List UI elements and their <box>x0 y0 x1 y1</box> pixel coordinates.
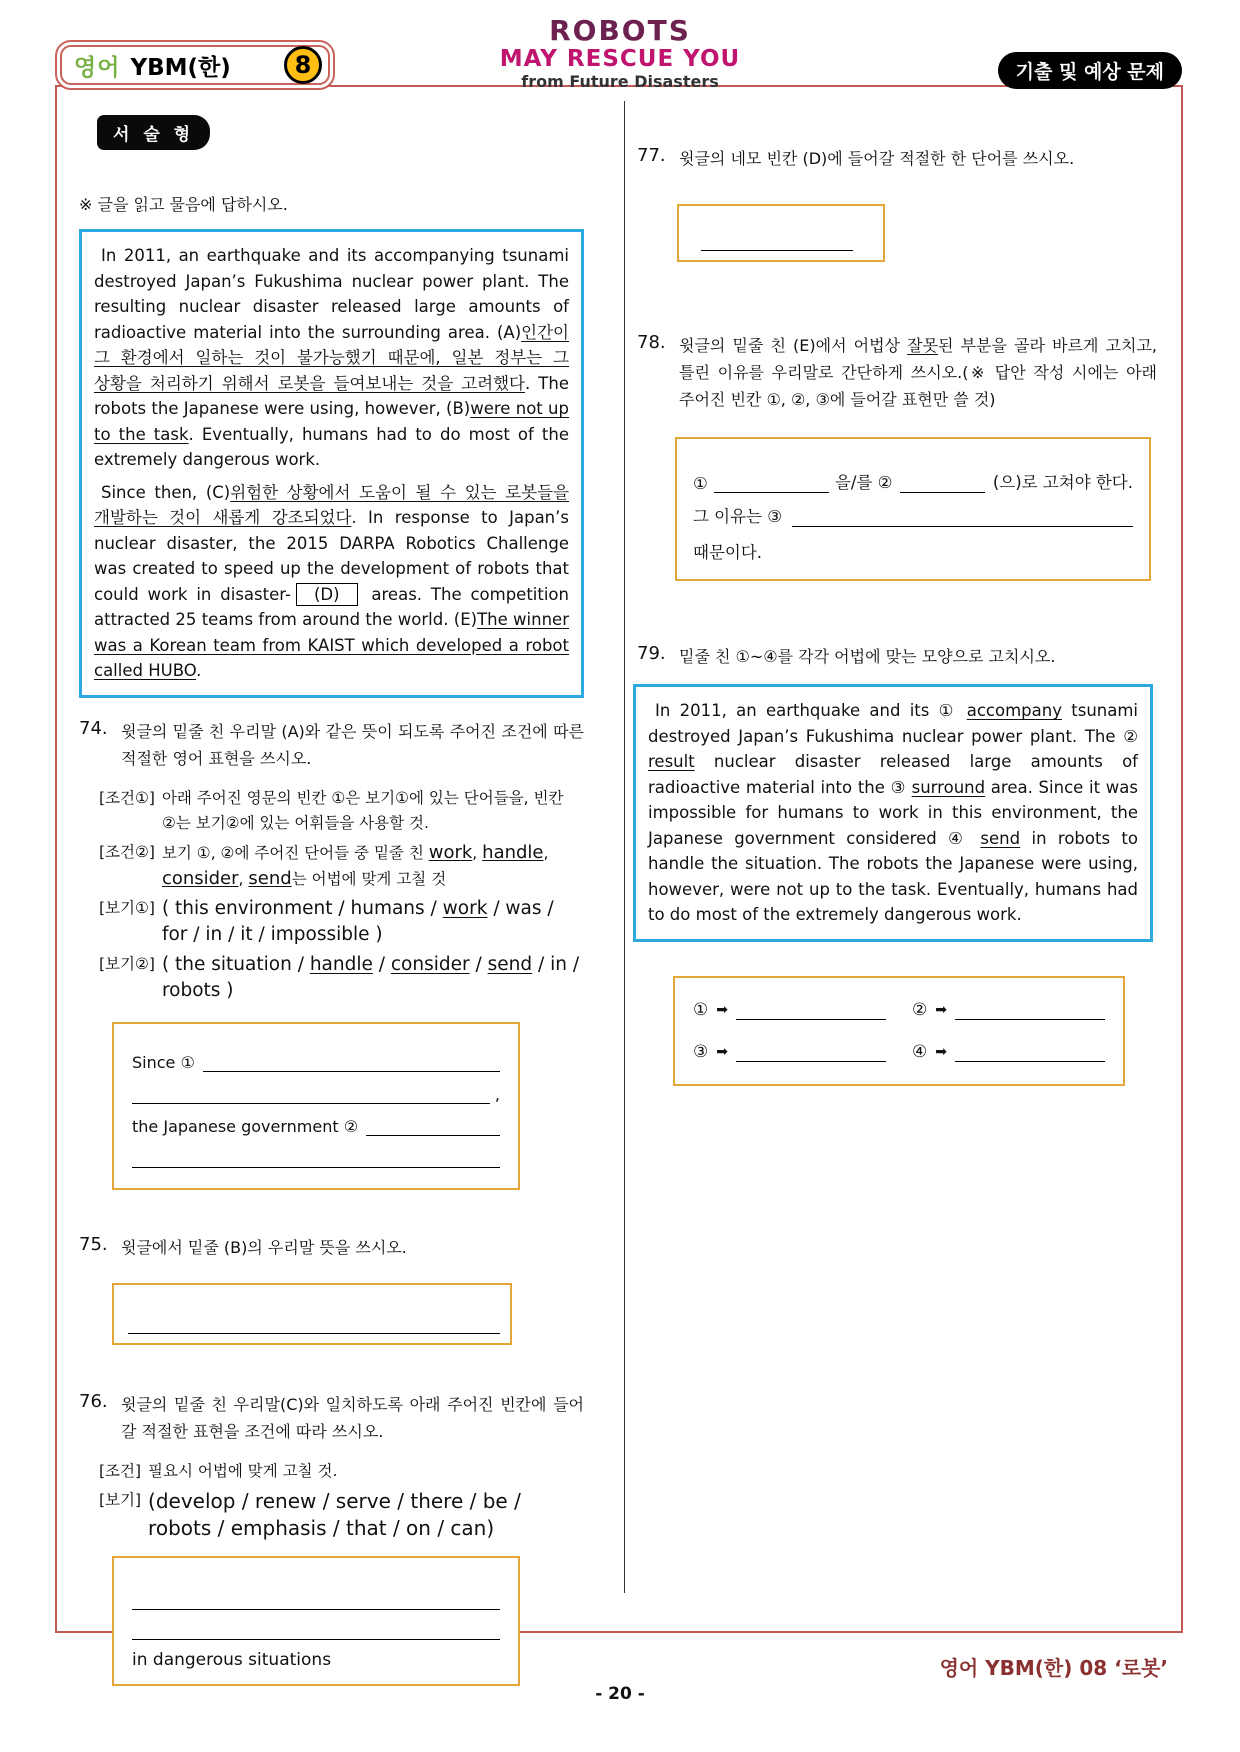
word-bank <box>99 1488 584 1542</box>
blank-D-box: (D) <box>296 583 358 606</box>
answer-blank <box>132 1167 500 1168</box>
passage-text: Since then, (C) <box>101 482 231 502</box>
section-badge: 서 술 형 <box>97 115 210 150</box>
answer-line <box>912 1000 1105 1020</box>
question-74 <box>79 718 584 772</box>
answer-blank <box>955 1019 1105 1020</box>
answer-prompt: ① <box>693 474 708 493</box>
answer-blank <box>736 1019 886 1020</box>
footer-source-label: 영어 YBM(한) 08 ‘로봇’ <box>939 1656 1168 1680</box>
arrow-icon: ➡ <box>935 1043 947 1060</box>
question-79-passage-box <box>633 684 1153 942</box>
word-bank-2-text <box>162 952 584 1004</box>
question-77 <box>637 145 1157 172</box>
passage-text: . In response to Japan’s nuclear disaster, the 2015 DARPA Robotics Challenge was created to speed up the development of robots that could work in disaster- <box>94 508 569 604</box>
answer-line <box>132 1072 500 1104</box>
answer-prompt: ③ <box>693 1041 709 1062</box>
underlined-word-1: accompany <box>966 701 1062 720</box>
passage-text: tsunami destroyed Japan’s Fukushima nuclear power plant. The ② <box>648 701 1138 746</box>
keyword-consider: consider <box>161 867 239 889</box>
underlined-korean-A: 인간이 그 환경에서 일하는 것이 불가능했기 때문에, 일본 정부는 그 상황을 처리하기 위해서 로봇을 들여보내는 것을 고려했다 <box>94 322 569 393</box>
condition-1-text: 아래 주어진 영문의 빈칸 ①은 보기①에 있는 단어들을, 빈칸 ②는 보기②에 있는 어휘들을 사용할 것. <box>161 788 564 832</box>
arrow-icon: ➡ <box>716 1001 728 1018</box>
keyword-work: work <box>442 897 488 919</box>
keyword-send: send <box>248 867 292 889</box>
word-bank-text: / was / for / in / it / impossible ) <box>161 897 554 945</box>
passage-text: In 2011, an earthquake and its accompanying tsunami destroyed Japan’s Fukushima nuclear power plant. The resulting nuclear disaster released large amounts of radioactive material into the surrounding area. (A) <box>94 246 569 342</box>
answer-blank <box>132 1609 500 1610</box>
question-77-text: 윗글의 네모 빈칸 (D)에 들어갈 적절한 한 단어를 쓰시오. <box>679 149 1075 168</box>
answer-blank <box>366 1135 500 1136</box>
question-76 <box>79 1391 584 1686</box>
passage-text: . Eventually, humans had to do most of the extremely dangerous work. <box>94 424 569 469</box>
word-bank-text: / in / robots ) <box>161 953 580 1001</box>
logo-title: ROBOTS <box>549 14 691 47</box>
logo-subtitle: MAY RESCUE YOU <box>499 46 741 72</box>
question-74-number: 74. <box>79 717 108 739</box>
passage-text: In 2011, an earthquake and its ① <box>655 701 967 720</box>
separator: , <box>238 869 249 888</box>
brand-logo <box>500 16 740 92</box>
answer-prompt: 을/를 ② <box>834 473 893 492</box>
question-78-text <box>679 332 1157 413</box>
answer-line <box>132 1104 500 1136</box>
word-bank-2 <box>99 952 584 1004</box>
arrow-icon: ➡ <box>935 1001 947 1018</box>
word-bank-1 <box>99 896 584 948</box>
reading-instruction: ※ 글을 읽고 물음에 답하시오. <box>79 195 288 214</box>
question-78 <box>637 332 1157 581</box>
answer-blank <box>701 250 853 251</box>
answer-box-77 <box>677 204 885 262</box>
passage-paragraph <box>648 698 1138 928</box>
separator: / <box>469 953 488 975</box>
question-74-conditions <box>99 786 584 1004</box>
separator: , <box>472 843 483 862</box>
keyword-handle: handle <box>309 953 373 975</box>
answer-prompt: (으)로 고쳐야 한다. <box>992 473 1133 492</box>
passage-text: . <box>196 661 202 680</box>
question-79 <box>637 643 1157 1086</box>
main-passage-box <box>79 229 584 698</box>
question-79-text: 밑줄 친 ①~④를 각각 어법에 맞는 모양으로 고치시오. <box>679 647 1056 666</box>
answer-blank <box>714 492 829 493</box>
underlined-word-2: result <box>648 752 695 771</box>
word-bank-2-label: [보기②] <box>99 954 155 973</box>
answer-prompt: ② <box>912 999 928 1020</box>
passage-paragraph-1 <box>94 243 569 473</box>
question-77-number: 77. <box>637 145 666 166</box>
answer-line <box>693 493 1133 527</box>
answer-line <box>693 459 1133 493</box>
answer-blank <box>203 1071 500 1072</box>
passage-text: nuclear disaster released large amounts of radioactive material into the ③ <box>648 752 1138 797</box>
condition-2-text <box>162 840 584 892</box>
condition-text: 필요시 어법에 맞게 고칠 것. <box>148 1461 338 1480</box>
keyword-work: work <box>428 841 473 863</box>
passage-text: . The robots the Japanese were using, however, (B) <box>94 373 569 418</box>
condition-2-label: [조건②] <box>99 842 155 861</box>
answer-line <box>132 1580 500 1610</box>
condition <box>99 1459 584 1484</box>
left-column <box>79 115 584 1686</box>
question-text: 된 부분을 골라 바르게 고치고, 틀린 이유를 우리말로 간단하게 쓰시오.(※ 답안 작성 시에는 아래 주어진 빈칸 ①, ②, ③에 들어갈 표현만 쓸 것) <box>679 336 1157 409</box>
question-75 <box>79 1234 584 1345</box>
column-divider <box>624 101 625 1593</box>
answer-fixed-text: in dangerous situations <box>132 1649 332 1670</box>
condition-2-pre: 보기 ①, ②에 주어진 단어들 중 밑줄 친 <box>161 843 429 862</box>
answer-prompt: ① <box>693 999 709 1020</box>
underlined-word-3: surround <box>911 777 986 797</box>
passage-text: areas. The competition attracted 25 teams from around the world. (E) <box>94 584 569 629</box>
question-75-text: 윗글에서 밑줄 (B)의 우리말 뜻을 쓰시오. <box>121 1237 407 1257</box>
answer-box-79 <box>673 976 1125 1086</box>
answer-box-75 <box>112 1283 512 1345</box>
answer-line <box>693 1042 886 1062</box>
page-number: - 20 - <box>595 1684 645 1704</box>
answer-fixed-text: 때문이다. <box>693 543 763 562</box>
arrow-icon: ➡ <box>716 1043 728 1060</box>
keyword-send: send <box>487 953 533 975</box>
unit-number-badge: 8 <box>284 46 322 84</box>
answer-box-76 <box>112 1556 520 1686</box>
condition-1 <box>99 786 584 836</box>
logo-tagline: from Future Disasters <box>521 72 719 91</box>
answer-prompt: ④ <box>912 1041 928 1062</box>
subject-label: 영어 <box>74 54 121 81</box>
condition-label: [조건] <box>99 1461 142 1480</box>
question-76-text: 윗글의 밑줄 친 우리말(C)와 일치하도록 아래 주어진 빈칸에 들어 갈 적절한 표현을 조건에 따라 쓰시오. <box>121 1394 584 1441</box>
answer-prompt: Since ① <box>132 1052 195 1072</box>
word-bank-text: ( this environment / humans / <box>161 897 443 919</box>
word-bank-label: [보기] <box>99 1490 142 1509</box>
book-label: YBM(한) <box>130 54 231 81</box>
answer-line <box>912 1042 1105 1062</box>
right-column <box>637 145 1157 1086</box>
question-text: 윗글의 밑줄 친 (E)에서 어법상 <box>679 336 908 355</box>
answer-blank <box>132 1103 490 1104</box>
answer-box-74 <box>112 1022 520 1190</box>
question-75-number: 75. <box>79 1233 108 1255</box>
answer-blank <box>132 1639 500 1640</box>
answer-line <box>132 1136 500 1168</box>
underlined-korean-C: 위험한 상황에서 도움이 될 수 있는 로봇들을 개발하는 것이 새롭게 강조되었다 <box>94 482 570 527</box>
answer-blank <box>736 1061 886 1062</box>
answer-blank <box>955 1061 1105 1062</box>
condition-2 <box>99 840 584 892</box>
answer-prompt: 그 이유는 ③ <box>693 507 783 526</box>
question-78-number: 78. <box>637 332 666 353</box>
answer-blank <box>900 492 984 493</box>
header-book-badge <box>55 40 335 90</box>
passage-text: in robots to handle the situation. The robots the Japanese were using, however, were not up to the task. Eventually, humans had to do most of the extremely dangerous work. <box>648 828 1138 924</box>
answer-prompt: the Japanese government ② <box>132 1116 359 1136</box>
underlined-word: 잘못 <box>907 336 939 355</box>
answer-line <box>693 1000 886 1020</box>
word-bank-text: (develop / renew / serve / there / be / robots / emphasis / that / on / can) <box>148 1488 521 1540</box>
question-79-number: 79. <box>637 643 666 664</box>
underlined-word-4: send <box>980 828 1021 848</box>
underlined-sentence-E: The winner was a Korean team from KAIST which developed a robot called HUBO <box>94 610 569 680</box>
passage-text: area. Since it was impossible for humans to work in this environment, the Japanese government considered ④ <box>648 777 1138 848</box>
answer-blank <box>792 526 1133 527</box>
keyword-handle: handle <box>482 841 544 863</box>
separator: , <box>543 843 549 862</box>
underlined-phrase-B: were not up to the task <box>94 399 569 444</box>
answer-comma: , <box>494 1084 500 1104</box>
header-book-badge-inner <box>60 45 330 85</box>
answer-box-78 <box>675 437 1151 581</box>
condition-2-post: 는 어법에 맞게 고칠 것 <box>291 869 447 888</box>
question-74-text: 윗글의 밑줄 친 우리말 (A)와 같은 뜻이 되도록 주어진 조건에 따른 적절한 영어 표현을 쓰시오. <box>121 721 584 768</box>
answer-blank <box>128 1333 500 1334</box>
question-76-number: 76. <box>79 1390 108 1412</box>
answer-line <box>132 1610 500 1640</box>
word-bank-1-text <box>162 896 584 948</box>
word-bank-1-label: [보기①] <box>99 898 155 917</box>
keyword-consider: consider <box>390 953 470 975</box>
word-bank-text: ( the situation / <box>161 953 310 975</box>
passage-paragraph-2 <box>94 480 569 684</box>
exam-type-badge: 기출 및 예상 문제 <box>998 52 1182 89</box>
separator: / <box>372 953 391 975</box>
condition-1-label: [조건①] <box>99 788 155 807</box>
answer-line <box>132 1040 500 1072</box>
